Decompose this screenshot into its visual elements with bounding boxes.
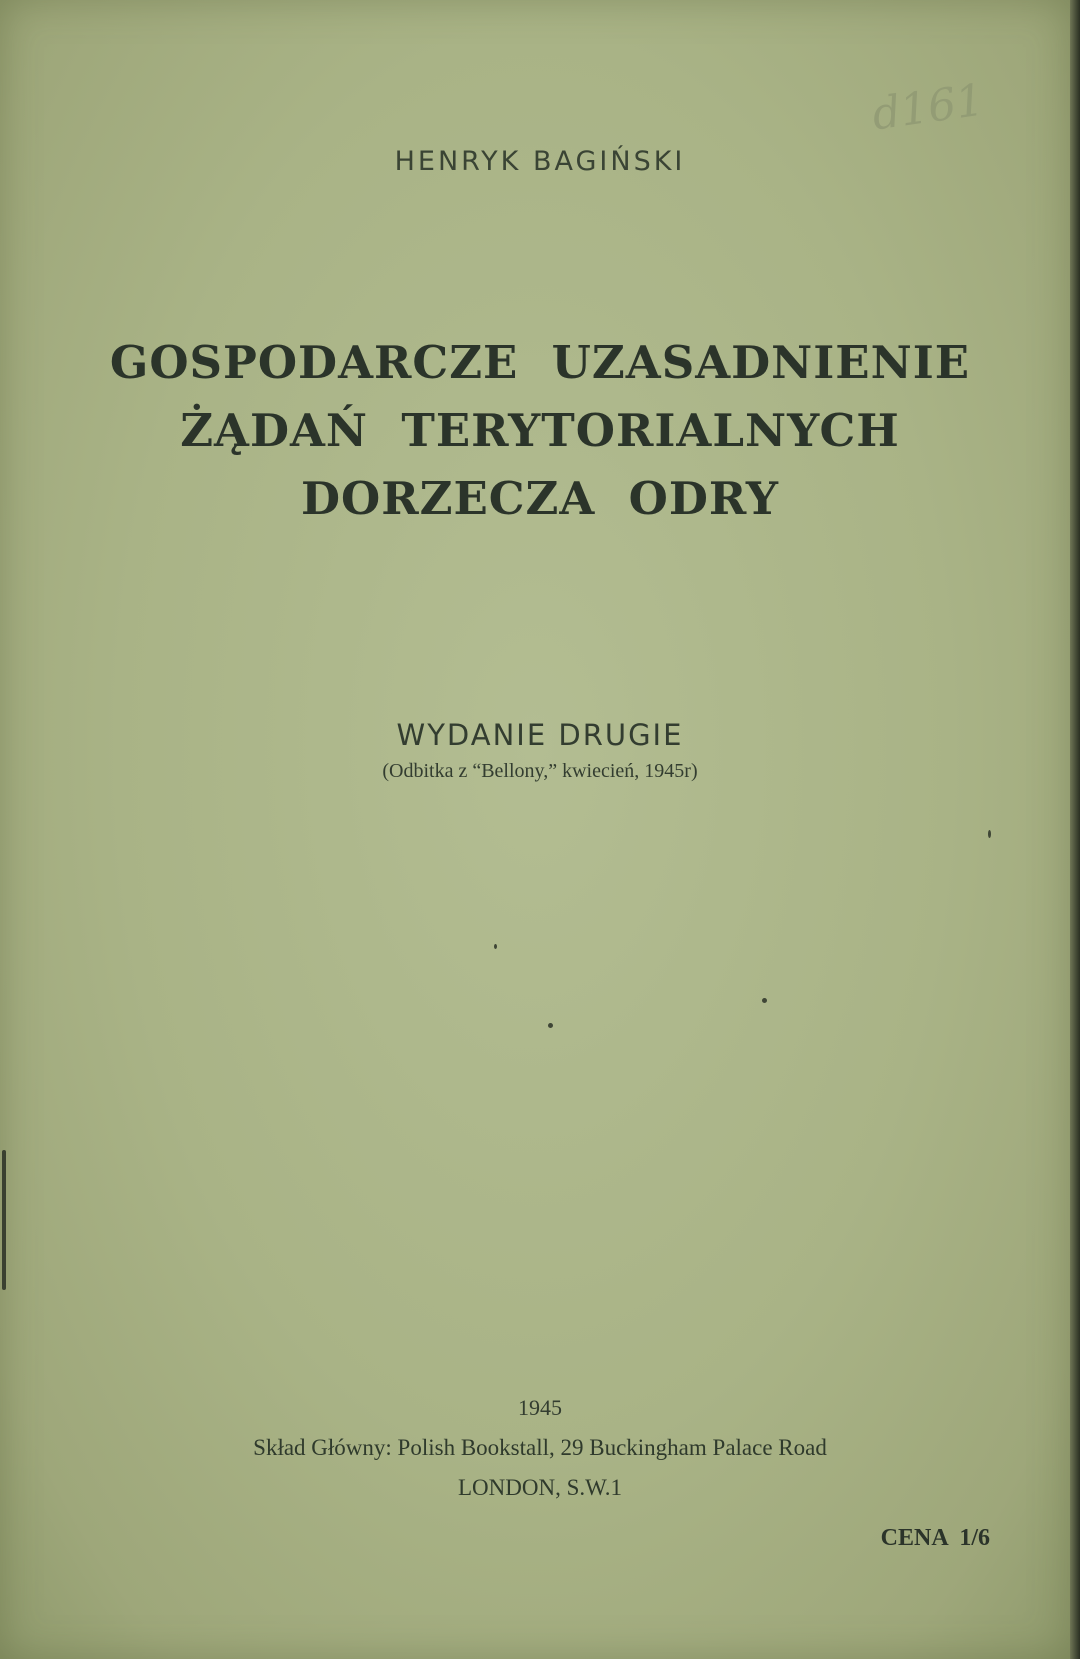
publisher-line: Skład Główny: Polish Bookstall, 29 Buckingham Palace Road bbox=[253, 1435, 827, 1460]
title-line-1: GOSPODARCZE UZASADNIENIE bbox=[109, 336, 971, 389]
binding-staple-top bbox=[2, 1150, 6, 1240]
title-line-3: DORZECZA ODRY bbox=[300, 472, 780, 525]
author-name: HENRYK BAGIŃSKI bbox=[394, 146, 686, 177]
binding-staple-bottom bbox=[2, 1230, 6, 1290]
edition-label: WYDANIE DRUGIE bbox=[396, 718, 684, 752]
publication-year: 1945 bbox=[518, 1395, 562, 1420]
paper-speck bbox=[548, 1023, 553, 1028]
handwritten-annotation: d161 bbox=[868, 74, 988, 141]
offprint-note: (Odbitka z “Bellony,” kwiecień, 1945r) bbox=[382, 760, 698, 782]
page-edge bbox=[1070, 0, 1080, 1659]
price-label: CENA 1/6 bbox=[880, 1525, 990, 1551]
publisher-city: LONDON, S.W.1 bbox=[458, 1475, 622, 1500]
paper-speck bbox=[762, 998, 767, 1003]
paper-speck bbox=[494, 944, 497, 949]
title-line-2: ŻĄDAŃ TERYTORIALNYCH bbox=[180, 404, 900, 457]
paper-speck bbox=[988, 830, 991, 838]
